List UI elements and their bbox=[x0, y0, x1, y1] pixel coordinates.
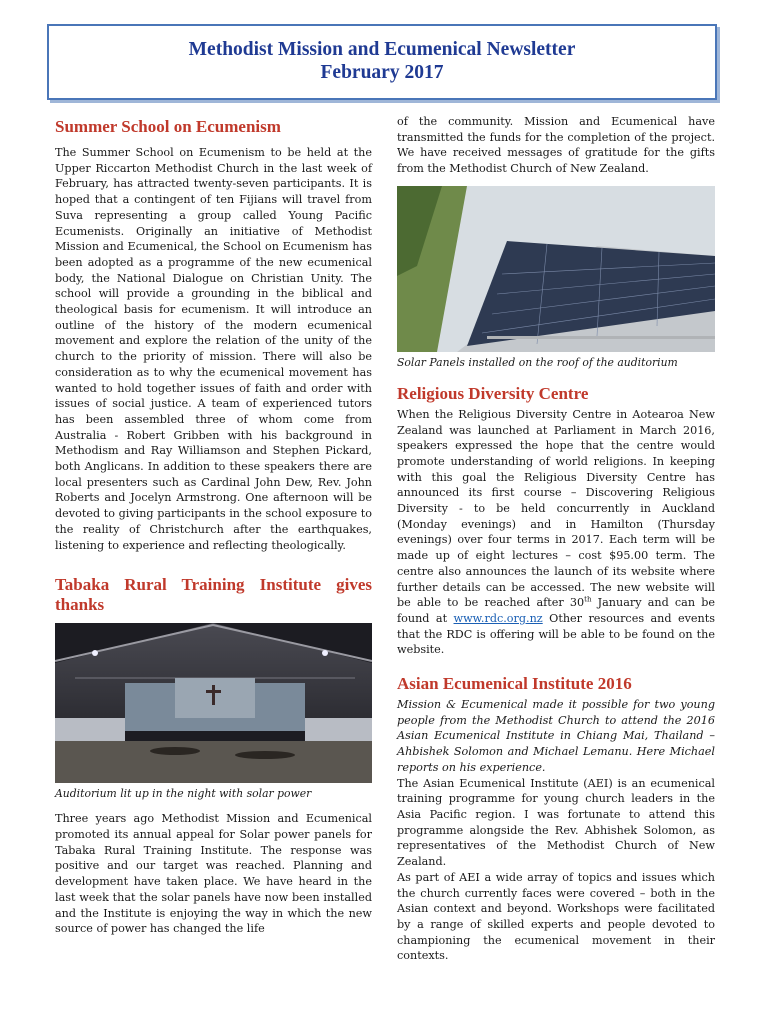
newsletter-title: Methodist Mission and Ecumenical Newsletter bbox=[188, 39, 576, 60]
asian-intro: Mission & Ecumenical made it possible for two young people from the Methodist Church to attend the 2016 Asian Ecumenical Institute in Chiang Mai, Thailand – Ahbishek Solomon and Michael Lemanu. Here Michael reports on his experience. bbox=[397, 698, 715, 774]
summer-school-title: Summer School on Ecumenism bbox=[55, 117, 281, 136]
right-column bbox=[397, 114, 715, 964]
rdc-section bbox=[397, 384, 715, 658]
summer-school-section bbox=[55, 117, 372, 553]
newsletter-date: February 2017 bbox=[320, 62, 444, 83]
rdc-title: Religious Diversity Centre bbox=[397, 383, 589, 403]
tabaka-section bbox=[55, 575, 372, 937]
rdc-website-link[interactable]: www.rdc.org.nz bbox=[453, 611, 543, 625]
newsletter-header bbox=[47, 24, 717, 100]
asian-title: Asian Ecumenical Institute 2016 bbox=[397, 674, 632, 694]
tabaka-body-right: of the community. Mission and Ecumenical have transmitted the funds for the completion of the project. We have received messages of gratitude for the gifts from the Methodist Church of New Zealand. bbox=[397, 115, 715, 176]
asian-para1: The Asian Ecumenical Institute (AEI) is an ecumenical training programme for young church leaders in the Asia Pacific region. I was fortunate to attend this programme alongside the Rev. Abhishek Solomon, as representatives of the Methodist Church of New Zealand. bbox=[397, 776, 715, 869]
rdc-body-part2: January and can be found at bbox=[397, 596, 715, 625]
tabaka-title: Tabaka Rural Training Institute gives thanks bbox=[55, 575, 372, 615]
summer-school-body: The Summer School on Ecumenism to be held at the Upper Riccarton Methodist Church in the last week of February, has attracted twenty-seven participants. It is hoped that a contingent of ten Fijians will travel from Suva representing a group called Young Pacific Ecumenists. Originally an initiative of Methodist Mission and Ecumenical, the School on Ecumenism has been adopted as a programme of the new ecumenical body, the National Dialogue on Christian Unity. The school will provide a grounding in the biblical and theological basis for ecumenism. It will introduce an outline of the history of the modern ecumenical movement and explore the relation of the unity of the church to the priority of mission. There will also be consideration as to why the ecumenical movement has wanted to hold together issues of faith and order with issues of social justice. A team of experienced tutors has been assembled three of whom come from Australia - Robert Gribben with his background in Methodism and Ray Williamson and Stephen Pickard, both Anglicans. In addition to these speakers there are local presenters such as Cardinal John Dew, Rev. John Roberts and Jocelyn Armstrong. One afternoon will be devoted to giving participants in the school exposure to the reality of Christchurch after the earthquakes, listening to experience and reflecting theologically. bbox=[55, 146, 372, 552]
solar-panels-photo bbox=[397, 186, 715, 352]
rdc-body-part1: When the Religious Diversity Centre in Aotearoa New Zealand was launched at Parliament in March 2016, speakers expressed the hope that the centre would promote understanding of world religions. In keeping with this goal the Religious Diversity Centre has announced its first course – Discovering Religious Diversity - to be held concurrently in Auckland (Monday evenings) and in Hamilton (Thursday evenings) over four terms in 2017. Each term will be made up of eight lectures – cost $95.00 term. The centre also announces the launch of its website where further details can be accessed. The new website will be able to be reached after 30 bbox=[397, 407, 715, 610]
asian-section bbox=[397, 674, 715, 964]
rdc-body-part3: Other resources and events that the RDC is offering will be able to be found on the website. bbox=[397, 611, 715, 657]
rdc-body bbox=[397, 407, 715, 658]
asian-para2: As part of AEI a wide array of topics and issues which the church currently faces were covered – both in the Asian context and beyond. Workshops were facilitated by a range of skilled experts and people devoted to championing the ecumenical movement in their contexts. bbox=[397, 870, 715, 963]
solar-caption: Solar Panels installed on the roof of the auditorium bbox=[397, 355, 678, 369]
auditorium-photo bbox=[55, 623, 372, 783]
auditorium-caption: Auditorium lit up in the night with solar power bbox=[55, 787, 312, 801]
tabaka-body-left: Three years ago Methodist Mission and Ecumenical promoted its annual appeal for Solar power panels for Tabaka Rural Training Institute. The response was positive and our target was reached. Planning and development have taken place. We have heard in the last week that the solar panels have now been installed and the Institute is enjoying the way in which the new source of power has changed the life bbox=[55, 812, 372, 936]
rdc-superscript: th bbox=[584, 595, 592, 604]
left-column bbox=[55, 114, 372, 937]
